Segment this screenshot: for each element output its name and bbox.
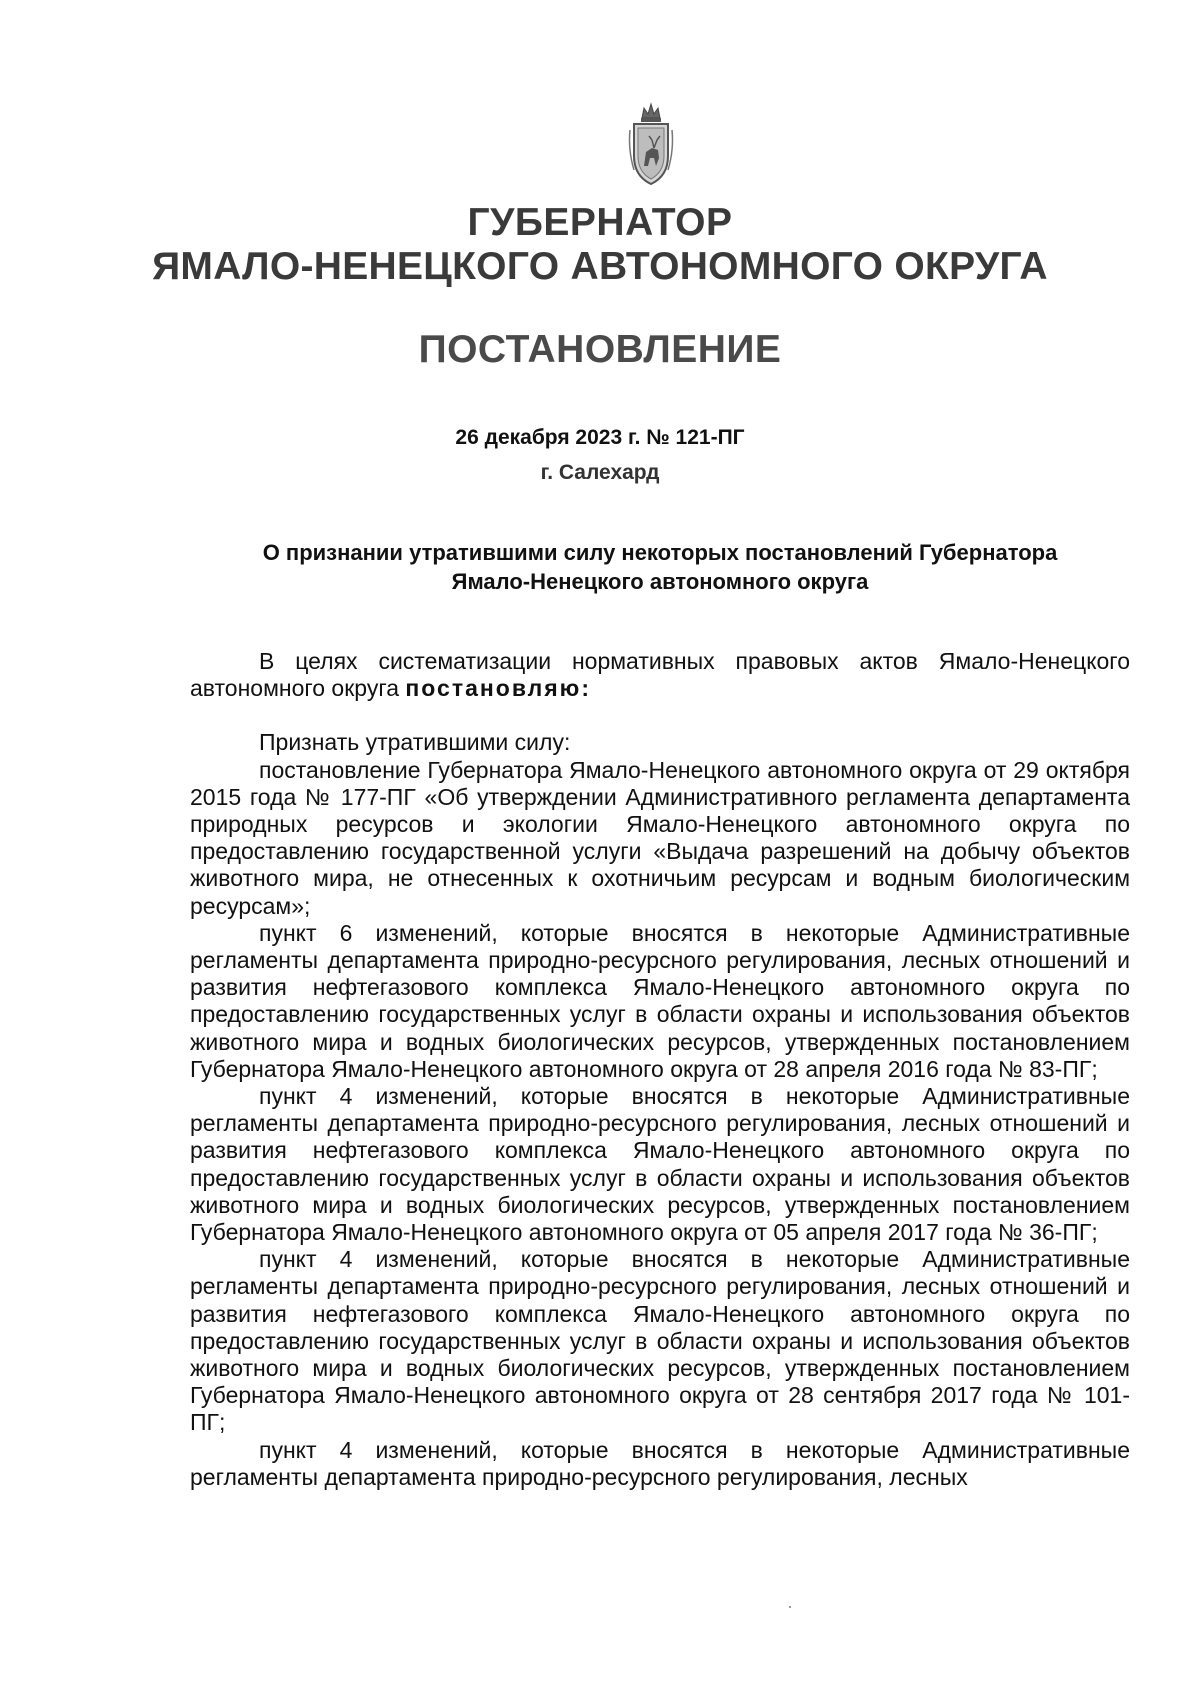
list-heading: Признать утратившими силу: [259,729,571,756]
decree-keyword: постановляю: [405,675,591,702]
subject-line2: Ямало-Ненецкого автономного округа [451,569,869,594]
intro-text: В целях систематизации нормативных правовых актов Ямало-Ненецкого автономного округа [190,648,1130,702]
document-city: г. Салехард [540,461,660,484]
document-subject [190,538,1130,596]
coat-of-arms-icon [626,100,676,190]
document-type: ПОСТАНОВЛЕНИЕ [418,328,782,371]
document-body [190,648,1130,1491]
scan-speck [789,1606,791,1608]
subject-line1: О признании утратившими силу некоторых постановлений Губернатора [262,540,1058,565]
document-date-number: 26 декабря 2023 г. № 121-ПГ [455,426,745,449]
issuer-title-line2: ЯМАЛО-НЕНЕЦКОГО АВТОНОМНОГО ОКРУГА [152,245,1048,288]
list-item: пункт 4 изменений, которые вносятся в некоторые Административные регламенты департамента природно-ресурсного регулирования, лесных отношений и развития нефтегазового комплекса Ямало-Ненецкого автономного округа по предоставлению государственных услуг в области охраны и использования объектов животного мира и водных биологических ресурсов, утвержденных постановлением Губернатора Ямало-Ненецкого автономного округа от 05 апреля 2017 года № 36-ПГ; [190,1083,1130,1246]
issuer-title-line1: ГУБЕРНАТОР [467,201,733,244]
list-item: пункт 6 изменений, которые вносятся в некоторые Административные регламенты департамента природно-ресурсного регулирования, лесных отношений и развития нефтегазового комплекса Ямало-Ненецкого автономного округа по предоставлению государственных услуг в области охраны и использования объектов животного мира и водных биологических ресурсов, утвержденных постановлением Губернатора Ямало-Ненецкого автономного округа от 28 апреля 2016 года № 83-ПГ; [190,919,1130,1082]
intro-paragraph [190,648,1130,702]
list-item: постановление Губернатора Ямало-Ненецкого автономного округа от 29 октября 2015 года № 177-ПГ «Об утверждении Административного регламента департамента природных ресурсов и экологии Ямало-Ненецкого автономного округа по предоставлению государственной услуги «Выдача разрешений на добычу объектов животного мира, не отнесенных к охотничьим ресурсам и водным биологическим ресурсам»; [190,756,1130,919]
list-item: пункт 4 изменений, которые вносятся в некоторые Административные регламенты департамента природно-ресурсного регулирования, лесных [190,1436,1130,1490]
list-item: пункт 4 изменений, которые вносятся в некоторые Административные регламенты департамента природно-ресурсного регулирования, лесных отношений и развития нефтегазового комплекса Ямало-Ненецкого автономного округа по предоставлению государственных услуг в области охраны и использования объектов животного мира и водных биологических ресурсов, утвержденных постановлением Губернатора Ямало-Ненецкого автономного округа от 28 сентября 2017 года № 101-ПГ; [190,1246,1130,1436]
